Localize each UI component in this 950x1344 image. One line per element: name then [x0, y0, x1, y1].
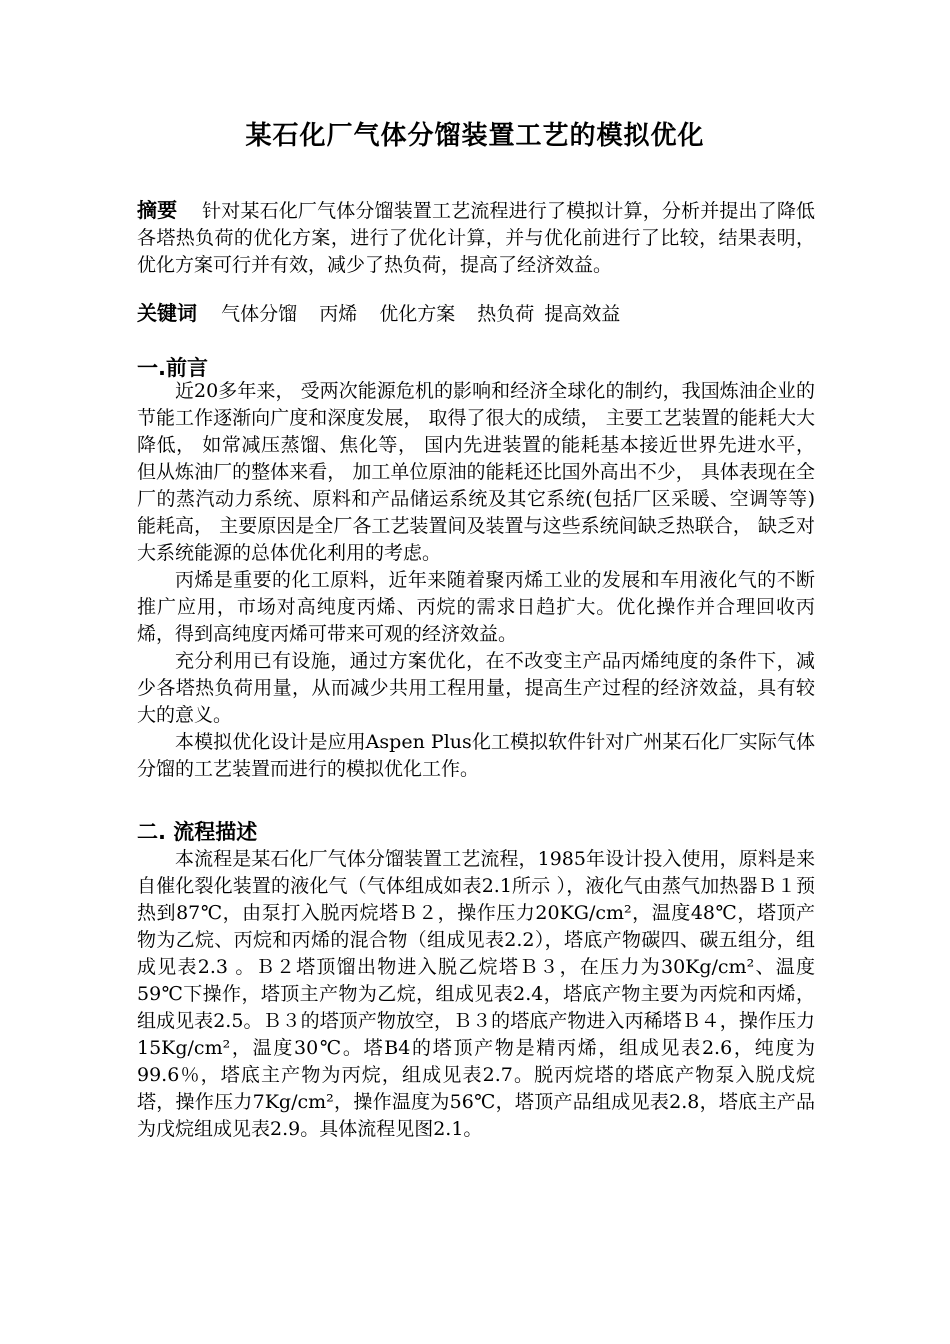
section-body-process-description	[137, 846, 815, 1143]
keywords-label: 关键词	[137, 301, 197, 325]
keywords-block	[137, 300, 815, 328]
abstract-text: 针对某石化厂气体分馏装置工艺流程进行了模拟计算，分析并提出了降低各塔热负荷的优化方案，进行了优化计算，并与优化前进行了比较，结果表明，优化方案可行并有效，减少了热负荷，提高了经济效益。	[137, 200, 815, 276]
keyword-item: 提高效益	[544, 303, 621, 325]
abstract-block	[137, 197, 815, 279]
document-title: 某石化厂气体分馏装置工艺的模拟优化	[245, 121, 705, 151]
abstract-label: 摘要	[137, 198, 178, 222]
paragraph: 近20多年来， 受两次能源危机的影响和经济全球化的制约，我国炼油企业的节能工作逐渐向广度和深度发展， 取得了很大的成绩， 主要工艺装置的能耗大大降低， 如常减压蒸馏、焦化等， 国内先进装置的能耗基本接近世界先进水平， 但从炼油厂的整体来看， 加工单位原油的能耗还比国外高出不少， 具体表现在全厂的蒸汽动力系统、原料和产品储运系统及其它系统(包括厂区采暖、空调等等)能耗高， 主要原因是全厂各工艺装置间及装置与这些系统间缺乏热联合， 缺乏对大系统能源的总体优化利用的考虑。	[137, 380, 815, 564]
keyword-item: 优化方案	[379, 303, 456, 325]
section-heading-process-description: 二. 流程描述	[137, 820, 258, 844]
paragraph: 充分利用已有设施，通过方案优化，在不改变主产品丙烯纯度的条件下，减少各塔热负荷用量，从而减少共用工程用量，提高生产过程的经济效益，具有较大的意义。	[137, 650, 815, 726]
section-heading-introduction: 一.前言	[137, 356, 208, 380]
keyword-item: 丙烯	[319, 303, 358, 325]
paragraph: 丙烯是重要的化工原料，近年来随着聚丙烯工业的发展和车用液化气的不断推广应用，市场对高纯度丙烯、丙烷的需求日趋扩大。优化操作并合理回收丙烯，得到高纯度丙烯可带来可观的经济效益。	[137, 569, 815, 645]
abstract-paragraph	[137, 197, 815, 279]
section-body-introduction	[137, 378, 815, 783]
keyword-item: 气体分馏	[221, 303, 298, 325]
paragraph: 本模拟优化设计是应用Aspen Plus化工模拟软件针对广州某石化厂实际气体分馏的工艺装置而进行的模拟优化工作。	[137, 731, 815, 780]
paragraph: 本流程是某石化厂气体分馏装置工艺流程，1985年设计投入使用，原料是来自催化裂化装置的液化气（气体组成如表2.1所示 ），液化气由蒸气加热器Ｂ１预热到87℃，由泵打入脱丙烷塔Ｂ２，操作压力20KG/cm²，温度48℃，塔顶产物为乙烷、丙烷和丙烯的混合物（组成见表2.2），塔底产物碳四、碳五组分，组成见表2.3 。Ｂ２塔顶馏出物进入脱乙烷塔Ｂ３，在压力为30Kg/cm²、温度59℃下操作，塔顶主产物为乙烷，组成见表2.4，塔底产物主要为丙烷和丙烯，组成见表2.5。Ｂ３的塔顶产物放空，Ｂ３的塔底产物进入丙稀塔Ｂ４，操作压力15Kg/cm²，温度30℃。塔B4的塔顶产物是精丙烯，组成见表2.6，纯度为99.6％，塔底主产物为丙烷，组成见表2.7。脱丙烷塔的塔底产物泵入脱戊烷塔，操作压力7Kg/cm²，操作温度为56℃，塔顶产品组成见表2.8，塔底主产品为戊烷组成见表2.9。具体流程见图2.1。	[137, 848, 815, 1140]
keyword-item: 热负荷	[477, 303, 535, 325]
